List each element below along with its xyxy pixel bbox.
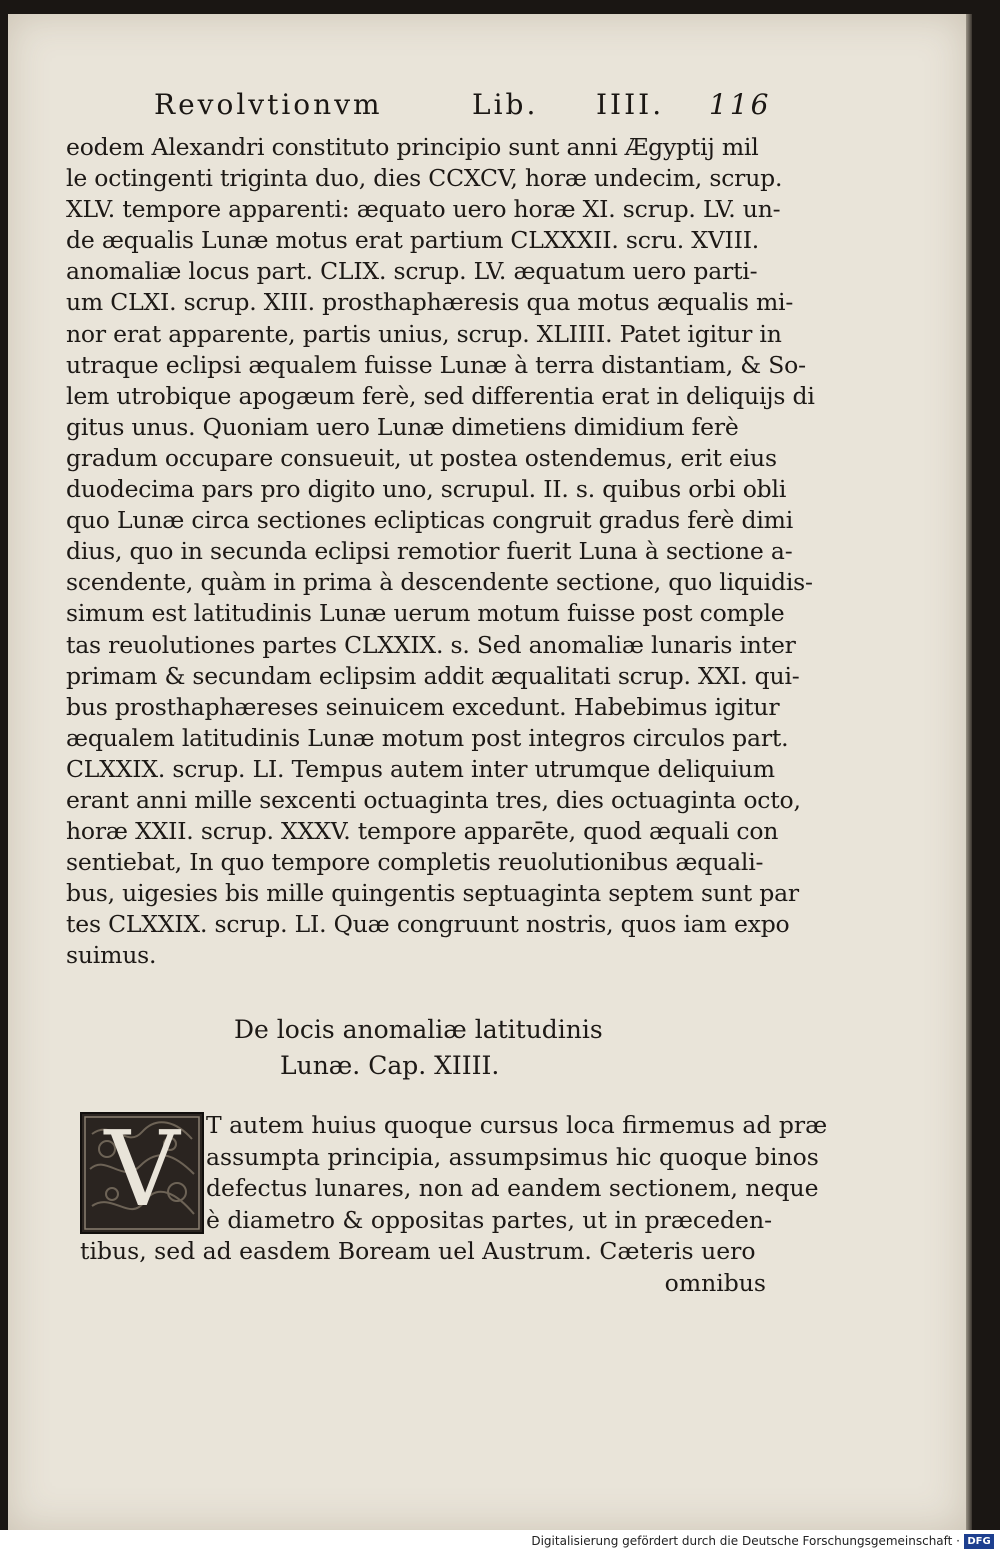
text-line: tas reuolutiones partes CLXXIX. s. Sed anomaliæ lunaris inter <box>66 630 796 659</box>
header-title: Revolvtionvm <box>154 88 383 121</box>
initial-letter: V <box>104 1112 180 1230</box>
text-line: scendente, quàm in prima à descendente sectione, quo liquidis- <box>66 568 813 597</box>
text-line: CLXXIX. scrup. LI. Tempus autem inter utrumque deliquium <box>66 754 775 783</box>
chapter-text <box>80 1110 828 1300</box>
text-line: gradum occupare consueuit, ut postea ostendemus, erit eius <box>66 443 777 472</box>
text-line: quo Lunæ circa sectiones eclipticas congruit gradus ferè dimi <box>66 506 794 535</box>
text-line: è diametro & oppositas partes, ut in præceden- <box>206 1205 773 1234</box>
text-line: T autem huius quoque cursus loca firmemus ad præ <box>206 1111 828 1139</box>
text-line: horæ XXII. scrup. XXXV. tempore apparēte, quod æquali con <box>66 817 779 846</box>
header-lib: Lib. <box>472 88 539 121</box>
text-line: utraque eclipsi æqualem fuisse Lunæ à terra distantiam, & So- <box>66 350 806 379</box>
chapter-heading <box>234 1012 734 1084</box>
text-line: tibus, sed ad easdem Boream uel Austrum. Cæteris uero <box>80 1237 756 1266</box>
text-line: suimus. <box>66 941 157 970</box>
text-line: duodecima pars pro digito uno, scrupul. II. s. quibus orbi obli <box>66 475 787 504</box>
text-line: um CLXI. scrup. XIII. prosthaphæresis qua motus æqualis mi- <box>66 288 794 317</box>
text-line: lem utrobique apogæum ferè, sed differentia erat in deliquijs di <box>66 381 815 410</box>
running-header <box>154 88 784 132</box>
text-line: tes CLXXIX. scrup. LI. Quæ congruunt nostris, quos iam expo <box>66 910 790 939</box>
footer-bar <box>0 1530 1000 1554</box>
text-line: de æqualis Lunæ motus erat partium CLXXXII. scru. XVIII. <box>66 226 760 255</box>
text-line: bus prosthaphæreses seinuicem excedunt. Habebimus igitur <box>66 692 780 721</box>
text-line: erant anni mille sexcenti octuaginta tres, dies octuaginta octo, <box>66 785 801 814</box>
text-line: bus, uigesies bis mille quingentis septuaginta septem sunt par <box>66 879 799 908</box>
text-line: le octingenti triginta duo, dies CCXCV, horæ undecim, scrup. <box>66 164 783 193</box>
text-line: æqualem latitudinis Lunæ motum post integros circulos part. <box>66 723 789 752</box>
text-line: primam & secundam eclipsim addit æqualitati scrup. XXI. qui- <box>66 661 800 690</box>
funding-credit: Digitalisierung gefördert durch die Deutsche Forschungsgemeinschaft · <box>531 1534 960 1548</box>
text-line: simum est latitudinis Lunæ uerum motum fuisse post comple <box>66 599 785 628</box>
dfg-logo-icon: DFG <box>964 1534 994 1549</box>
text-line: XLV. tempore apparenti: æquato uero horæ XI. scrup. LV. un- <box>66 195 781 224</box>
body-text <box>66 132 815 972</box>
text-line: dius, quo in secunda eclipsi remotior fuerit Luna à sectione a- <box>66 537 793 566</box>
folio-number: 116 <box>709 88 772 121</box>
catchword: omnibus <box>664 1268 766 1297</box>
text-line: assumpta principia, assumpsimus hic quoque binos <box>206 1142 819 1171</box>
header-book-number: IIII. <box>596 88 665 121</box>
text-line: sentiebat, In quo tempore completis reuolutionibus æquali- <box>66 848 764 877</box>
text-line: gitus unus. Quoniam uero Lunæ dimetiens dimidium ferè <box>66 412 739 441</box>
text-line: anomaliæ locus part. CLIX. scrup. LV. æquatum uero parti- <box>66 257 758 286</box>
page-edge <box>966 14 972 1530</box>
text-line: defectus lunares, non ad eandem sectionem, neque <box>206 1174 819 1203</box>
chapter-heading-line-1: De locis anomaliæ latitudinis <box>234 1015 603 1044</box>
text-line: nor erat apparente, partis unius, scrup. XLIIII. Patet igitur in <box>66 319 782 348</box>
text-line: eodem Alexandri constituto principio sunt anni Ægyptij mil <box>66 133 759 161</box>
chapter-heading-line-2: Lunæ. Cap. XIIII. <box>280 1051 500 1080</box>
